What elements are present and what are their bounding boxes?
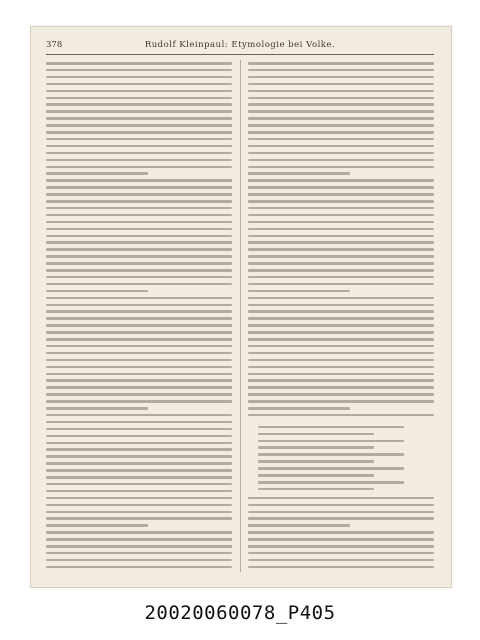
text-line — [248, 186, 434, 189]
column-divider — [240, 60, 241, 572]
text-line — [248, 366, 434, 369]
text-line — [46, 552, 232, 555]
text-line — [46, 97, 232, 100]
text-line — [248, 152, 434, 155]
text-line — [248, 214, 434, 217]
text-line — [46, 297, 232, 300]
text-line — [46, 241, 232, 244]
text-line — [46, 497, 232, 500]
text-line — [46, 152, 232, 155]
text-line — [46, 90, 232, 93]
text-line — [46, 179, 232, 182]
text-line — [46, 110, 232, 113]
right-column-text — [248, 60, 434, 574]
text-line — [46, 283, 232, 286]
text-line — [46, 545, 232, 548]
verse-line — [258, 446, 374, 449]
text-line — [248, 97, 434, 100]
text-line — [46, 235, 232, 238]
text-line — [46, 414, 232, 417]
text-line — [46, 338, 232, 341]
text-line — [46, 269, 232, 272]
text-line — [46, 462, 232, 465]
text-line — [248, 531, 434, 534]
image-caption: 20020060078_P405 — [144, 602, 336, 624]
text-line — [46, 331, 232, 334]
text-line — [46, 69, 232, 72]
text-line — [46, 421, 232, 424]
text-line — [248, 166, 434, 169]
text-line — [248, 504, 434, 507]
text-line — [248, 400, 434, 403]
text-line — [46, 324, 232, 327]
text-line — [248, 538, 434, 541]
text-line — [248, 331, 434, 334]
text-line — [248, 228, 434, 231]
text-line — [46, 379, 232, 382]
text-line — [46, 483, 232, 486]
text-line — [248, 386, 434, 389]
text-line — [248, 138, 434, 141]
text-line — [248, 304, 434, 307]
text-line — [46, 490, 232, 493]
verse-line — [258, 433, 374, 436]
text-line — [46, 228, 232, 231]
text-line — [46, 290, 148, 293]
text-line — [248, 200, 434, 203]
text-line — [248, 517, 434, 520]
verse-line — [258, 488, 374, 491]
text-line — [46, 159, 232, 162]
text-line — [46, 124, 232, 127]
text-line — [46, 559, 232, 562]
text-line — [248, 524, 350, 527]
text-line — [46, 103, 232, 106]
text-line — [248, 255, 434, 258]
text-line — [248, 359, 434, 362]
text-line — [46, 221, 232, 224]
text-line — [46, 524, 148, 527]
text-line — [248, 262, 434, 265]
text-line — [248, 117, 434, 120]
text-line — [248, 248, 434, 251]
text-line — [46, 304, 232, 307]
header-rule — [46, 54, 434, 55]
text-line — [46, 248, 232, 251]
text-line — [46, 359, 232, 362]
text-line — [248, 559, 434, 562]
verse-line — [258, 467, 404, 470]
text-line — [248, 379, 434, 382]
text-line — [248, 338, 434, 341]
text-line — [248, 221, 434, 224]
text-line — [248, 62, 434, 65]
text-line — [46, 83, 232, 86]
text-line — [248, 159, 434, 162]
right-column — [248, 60, 434, 574]
text-line — [46, 566, 232, 569]
text-line — [248, 324, 434, 327]
text-line — [248, 276, 434, 279]
text-line — [248, 497, 434, 500]
text-line — [46, 386, 232, 389]
text-line — [248, 179, 434, 182]
text-line — [46, 400, 232, 403]
text-line — [248, 317, 434, 320]
text-line — [46, 435, 232, 438]
verse-line — [258, 481, 404, 484]
text-line — [248, 373, 434, 376]
text-line — [248, 393, 434, 396]
text-line — [46, 310, 232, 313]
text-line — [248, 131, 434, 134]
text-line — [248, 269, 434, 272]
text-line — [46, 76, 232, 79]
text-line — [248, 407, 350, 410]
text-line — [248, 290, 350, 293]
text-line — [248, 69, 434, 72]
text-line — [248, 414, 434, 417]
text-line — [46, 117, 232, 120]
text-line — [46, 428, 232, 431]
verse-block — [258, 421, 424, 497]
text-line — [46, 166, 232, 169]
text-line — [46, 504, 232, 507]
text-line — [46, 538, 232, 541]
text-line — [46, 186, 232, 189]
page-number: 378 — [46, 40, 63, 50]
text-line — [46, 366, 232, 369]
verse-line — [258, 453, 404, 456]
text-line — [248, 90, 434, 93]
text-line — [46, 407, 148, 410]
text-line — [46, 511, 232, 514]
text-line — [248, 76, 434, 79]
text-line — [248, 110, 434, 113]
document-page — [46, 30, 434, 578]
text-line — [46, 200, 232, 203]
text-line — [248, 297, 434, 300]
text-line — [46, 207, 232, 210]
text-line — [46, 373, 232, 376]
text-line — [248, 83, 434, 86]
running-head — [46, 38, 434, 52]
text-line — [46, 531, 232, 534]
text-line — [248, 235, 434, 238]
text-line — [248, 207, 434, 210]
text-line — [46, 448, 232, 451]
text-line — [46, 276, 232, 279]
text-line — [248, 193, 434, 196]
verse-line — [258, 474, 374, 477]
text-line — [248, 511, 434, 514]
text-line — [248, 241, 434, 244]
text-line — [248, 345, 434, 348]
text-line — [46, 352, 232, 355]
left-column — [46, 60, 232, 574]
text-line — [46, 469, 232, 472]
text-line — [46, 476, 232, 479]
text-line — [248, 283, 434, 286]
verse-line — [258, 460, 374, 463]
text-line — [46, 517, 232, 520]
text-line — [46, 345, 232, 348]
verse-line — [258, 426, 404, 429]
text-line — [248, 352, 434, 355]
text-line — [248, 310, 434, 313]
text-line — [248, 103, 434, 106]
header-title: Rudolf Kleinpaul: Etymologie bei Volke. — [144, 40, 336, 50]
text-line — [46, 255, 232, 258]
text-line — [46, 138, 232, 141]
text-line — [248, 552, 434, 555]
text-line — [46, 172, 148, 175]
left-column-text — [46, 60, 232, 574]
text-line — [248, 124, 434, 127]
text-line — [46, 317, 232, 320]
text-line — [46, 131, 232, 134]
text-line — [46, 193, 232, 196]
text-line — [46, 214, 232, 217]
text-line — [248, 566, 434, 569]
text-line — [46, 145, 232, 148]
text-line — [46, 455, 232, 458]
text-line — [248, 145, 434, 148]
text-line — [46, 393, 232, 396]
text-line — [46, 442, 232, 445]
verse-line — [258, 440, 404, 443]
text-line — [46, 262, 232, 265]
text-line — [248, 545, 434, 548]
text-line — [46, 62, 232, 65]
text-line — [248, 172, 350, 175]
